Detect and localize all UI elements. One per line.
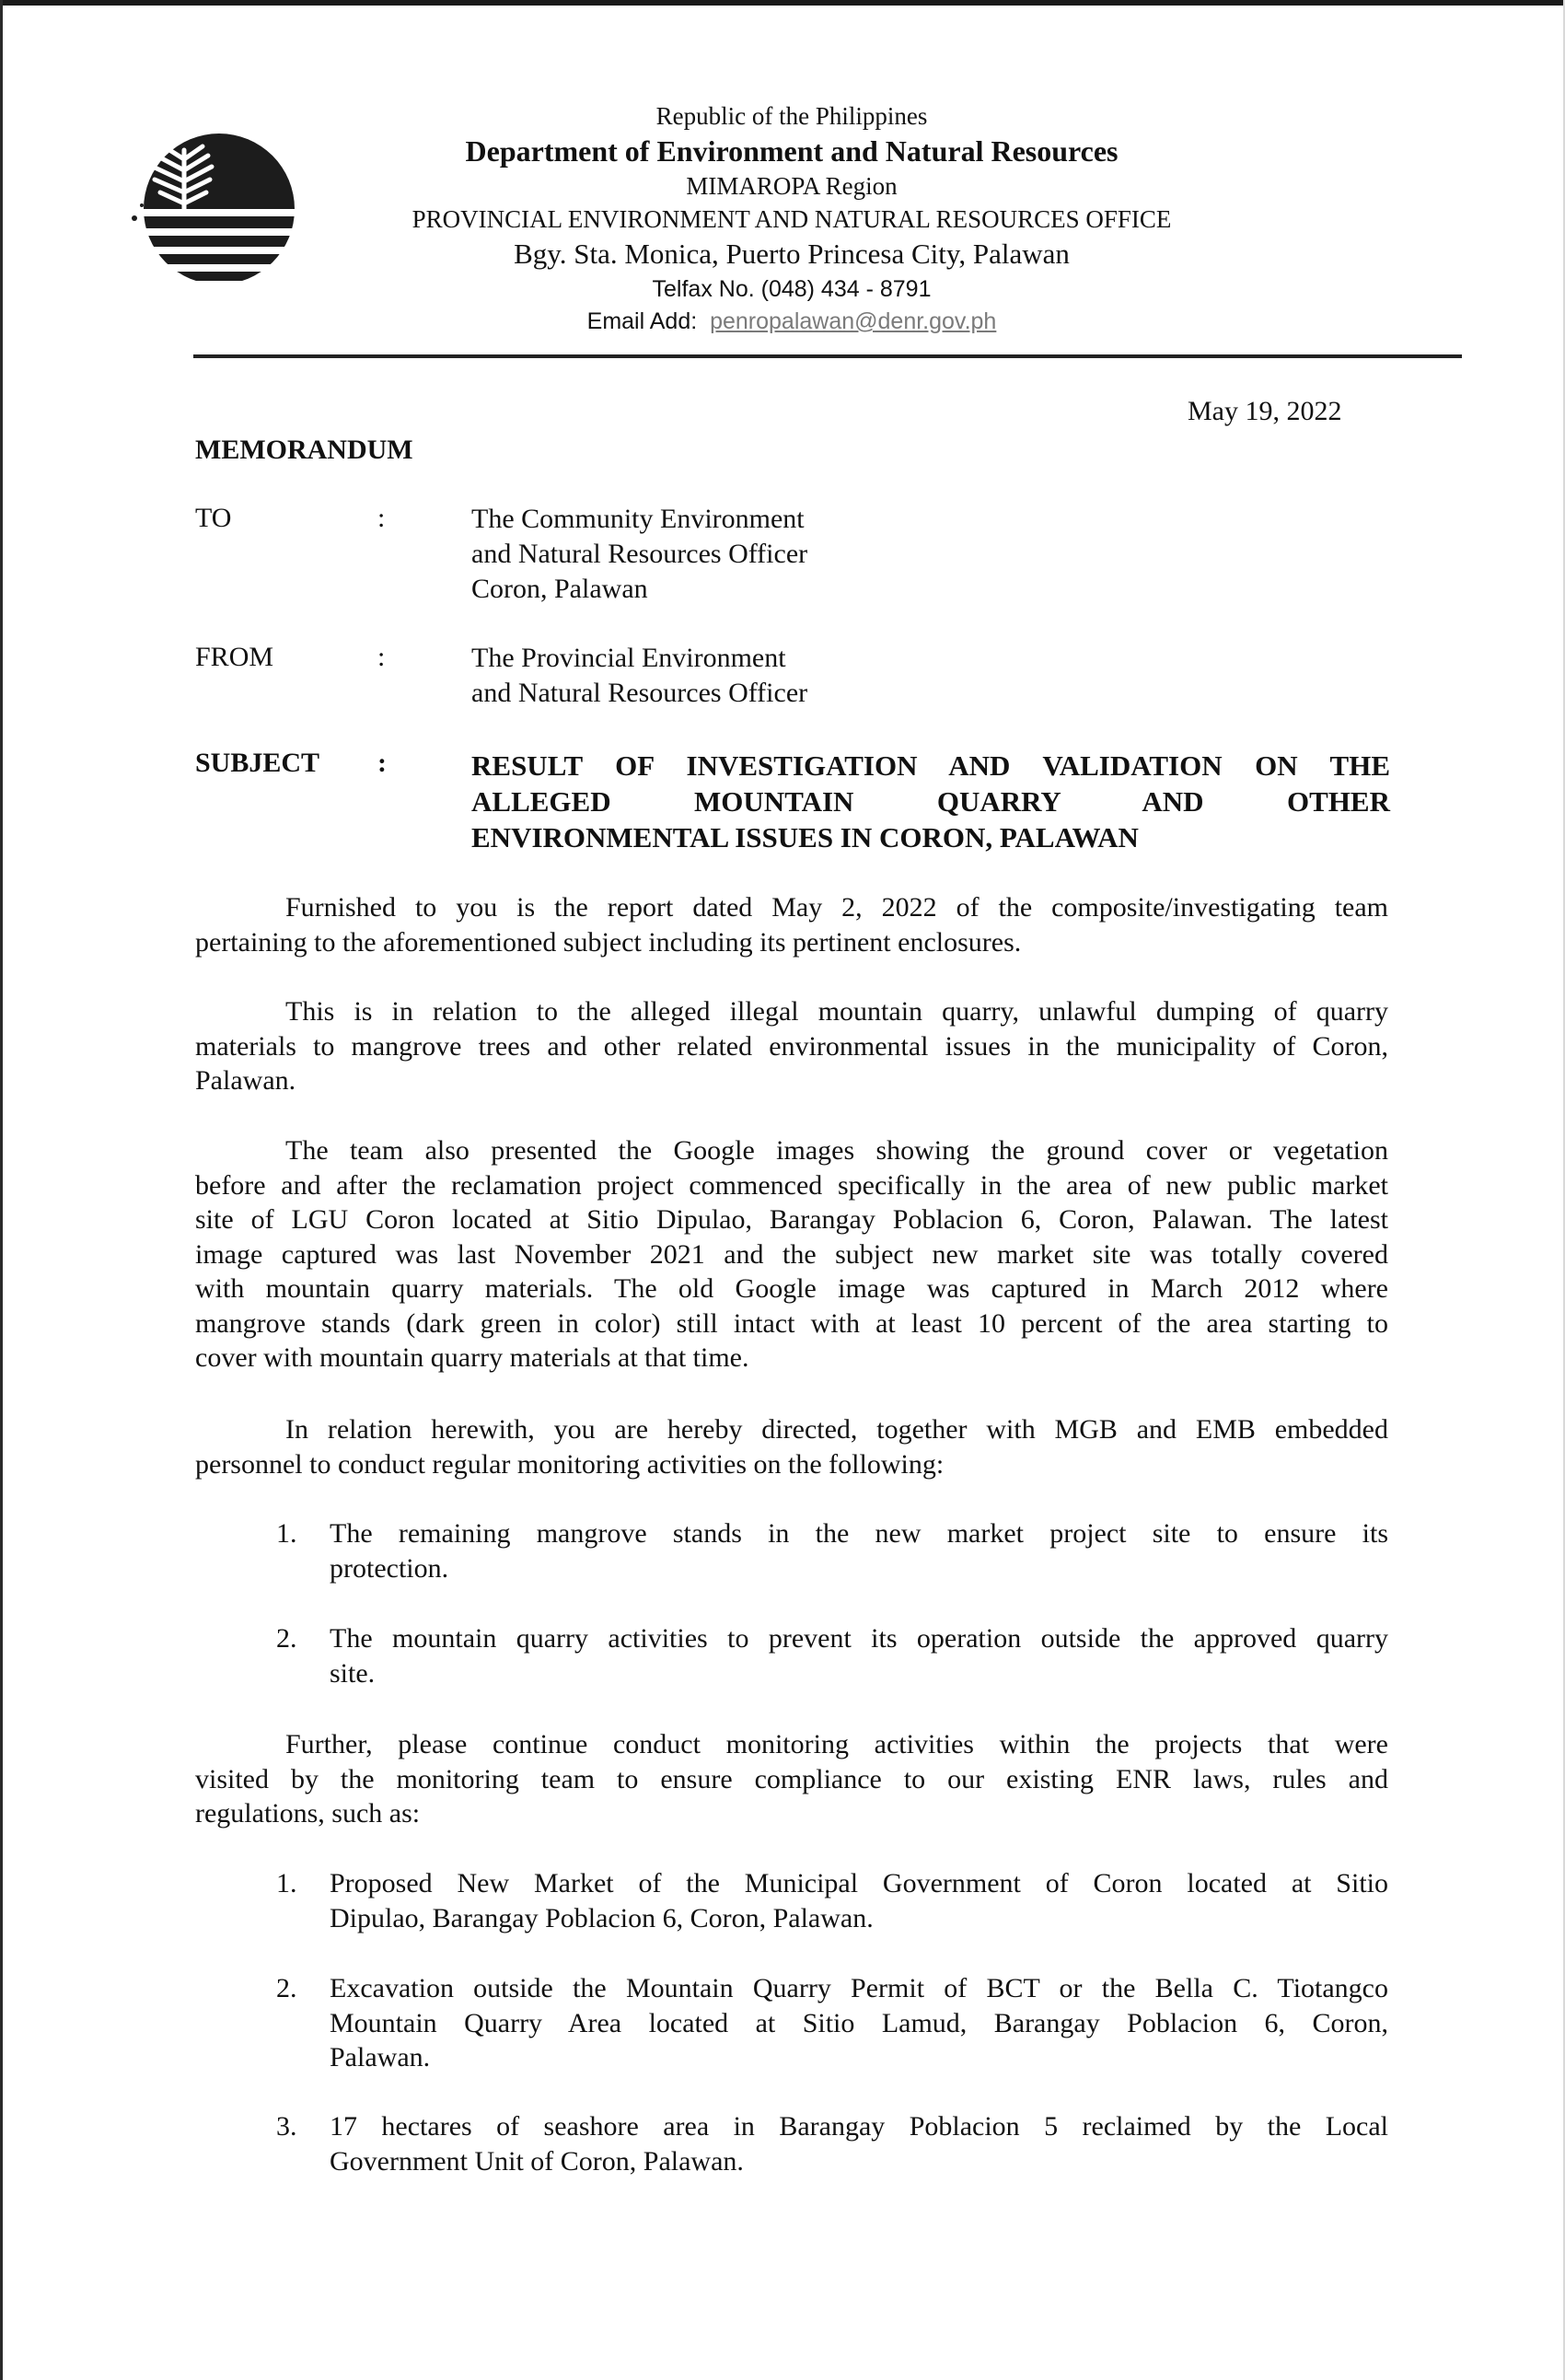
email-link[interactable]: penropalawan@denr.gov.ph xyxy=(710,308,997,334)
from-colon: : xyxy=(377,642,386,672)
paragraph-line: personnel to conduct regular monitoring activities on the following: xyxy=(195,1448,945,1480)
list-line: protection. xyxy=(330,1552,449,1584)
paragraph xyxy=(195,994,1388,1098)
email-label: Email Add: xyxy=(586,308,698,334)
letterhead-email-line xyxy=(276,306,1307,337)
list-line: Government Unit of Coron, Palawan. xyxy=(330,2145,744,2177)
letterhead xyxy=(276,99,1307,337)
list-line: Dipulao, Barangay Poblacion 6, Coron, Palawan. xyxy=(330,1902,874,1933)
paragraph-line: before and after the reclamation project commenced specifically in the area of new public market xyxy=(195,1169,1388,1201)
from-line: and Natural Resources Officer xyxy=(471,678,808,708)
list-line: Proposed New Market of the Municipal Government of Coron located at Sitio xyxy=(330,1868,1388,1898)
paragraph-line: Furnished to you is the report dated May 2, 2022 of the composite/investigating team xyxy=(285,892,1388,923)
letterhead-region: MIMAROPA Region xyxy=(686,172,898,200)
letterhead-telfax: Telfax No. (048) 434 - 8791 xyxy=(652,276,932,302)
paragraph xyxy=(195,1133,1388,1376)
scan-border-top xyxy=(0,0,1565,6)
list-number: 2. xyxy=(276,1973,297,2003)
subject-line: ENVIRONMENTAL ISSUES IN CORON, PALAWAN xyxy=(471,821,1139,853)
list-line: The remaining mangrove stands in the new market project site to ensure its xyxy=(330,1518,1388,1549)
list-line: The mountain quarry activities to prevent its operation outside the approved quarry xyxy=(330,1623,1388,1654)
list-line: Palawan. xyxy=(330,2042,431,2072)
to-line: and Natural Resources Officer xyxy=(471,539,808,569)
paragraph-line: In relation herewith, you are hereby directed, together with MGB and EMB embedded xyxy=(285,1414,1388,1445)
letterhead-address: Bgy. Sta. Monica, Puerto Princesa City, Palawan xyxy=(514,238,1070,270)
paragraph xyxy=(195,1727,1388,1831)
list-number: 2. xyxy=(276,1623,297,1654)
to-colon: : xyxy=(377,503,386,533)
paragraph-line: site of LGU Coron located at Sitio Dipulao, Barangay Poblacion 6, Coron, Palawan. The latest xyxy=(195,1204,1388,1235)
list-number: 1. xyxy=(276,1868,297,1898)
list-number: 3. xyxy=(276,2111,297,2142)
paragraph xyxy=(195,1412,1388,1481)
subject-value xyxy=(471,748,1390,855)
paragraph-line: with mountain quarry materials. The old Google image was captured in March 2012 where xyxy=(195,1273,1388,1304)
paragraph-line: pertaining to the aforementioned subject including its pertinent enclosures. xyxy=(195,926,1022,958)
subject-line: RESULT OF INVESTIGATION AND VALIDATION ON THE xyxy=(471,749,1390,782)
letterhead-department: Department of Environment and Natural Resources xyxy=(465,134,1119,168)
header-divider xyxy=(193,354,1462,358)
paragraph-line: image captured was last November 2021 and the subject new market site was totally covered xyxy=(195,1238,1388,1270)
list-line: site. xyxy=(330,1657,376,1689)
paragraph-line: This is in relation to the alleged illegal mountain quarry, unlawful dumping of quarry xyxy=(285,996,1388,1027)
from-line: The Provincial Environment xyxy=(471,643,786,673)
from-value xyxy=(471,641,807,711)
subject-label: SUBJECT xyxy=(195,748,320,778)
letterhead-office: PROVINCIAL ENVIRONMENT AND NATURAL RESOURCES OFFICE xyxy=(412,205,1172,233)
paragraph-line: materials to mangrove trees and other related environmental issues in the municipality of Coron, xyxy=(195,1030,1388,1062)
from-label: FROM xyxy=(195,642,274,672)
paragraph-line: Palawan. xyxy=(195,1065,296,1096)
paragraph-line: mangrove stands (dark green in color) still intact with at least 10 percent of the area starting to xyxy=(195,1307,1388,1339)
paragraph-line: Further, please continue conduct monitoring activities within the projects that were xyxy=(285,1729,1388,1759)
paragraph-line: regulations, such as: xyxy=(195,1798,421,1829)
memo-title: MEMORANDUM xyxy=(195,435,413,465)
paragraph-line: visited by the monitoring team to ensure compliance to our existing ENR laws, rules and xyxy=(195,1763,1388,1794)
list-number: 1. xyxy=(276,1518,297,1549)
to-label: TO xyxy=(195,503,232,533)
list-line: Mountain Quarry Area located at Sitio Lamud, Barangay Poblacion 6, Coron, xyxy=(330,2007,1388,2038)
list-line: 17 hectares of seashore area in Barangay Poblacion 5 reclaimed by the Local xyxy=(330,2111,1388,2142)
paragraph-line: cover with mountain quarry materials at that time. xyxy=(195,1342,749,1373)
to-line: The Community Environment xyxy=(471,504,805,534)
letterhead-republic: Republic of the Philippines xyxy=(655,102,928,130)
subject-line: ALLEGED MOUNTAIN QUARRY AND OTHER xyxy=(471,785,1390,818)
subject-colon: : xyxy=(377,748,387,778)
list-line: Excavation outside the Mountain Quarry Permit of BCT or the Bella C. Tiotangco xyxy=(330,1973,1388,2003)
paragraph xyxy=(195,890,1388,959)
paragraph-line: The team also presented the Google images showing the ground cover or vegetation xyxy=(285,1135,1388,1166)
to-line: Coron, Palawan xyxy=(471,574,648,604)
scan-border-left xyxy=(0,0,3,2380)
to-value xyxy=(471,502,807,607)
memo-date: May 19, 2022 xyxy=(1188,396,1342,426)
